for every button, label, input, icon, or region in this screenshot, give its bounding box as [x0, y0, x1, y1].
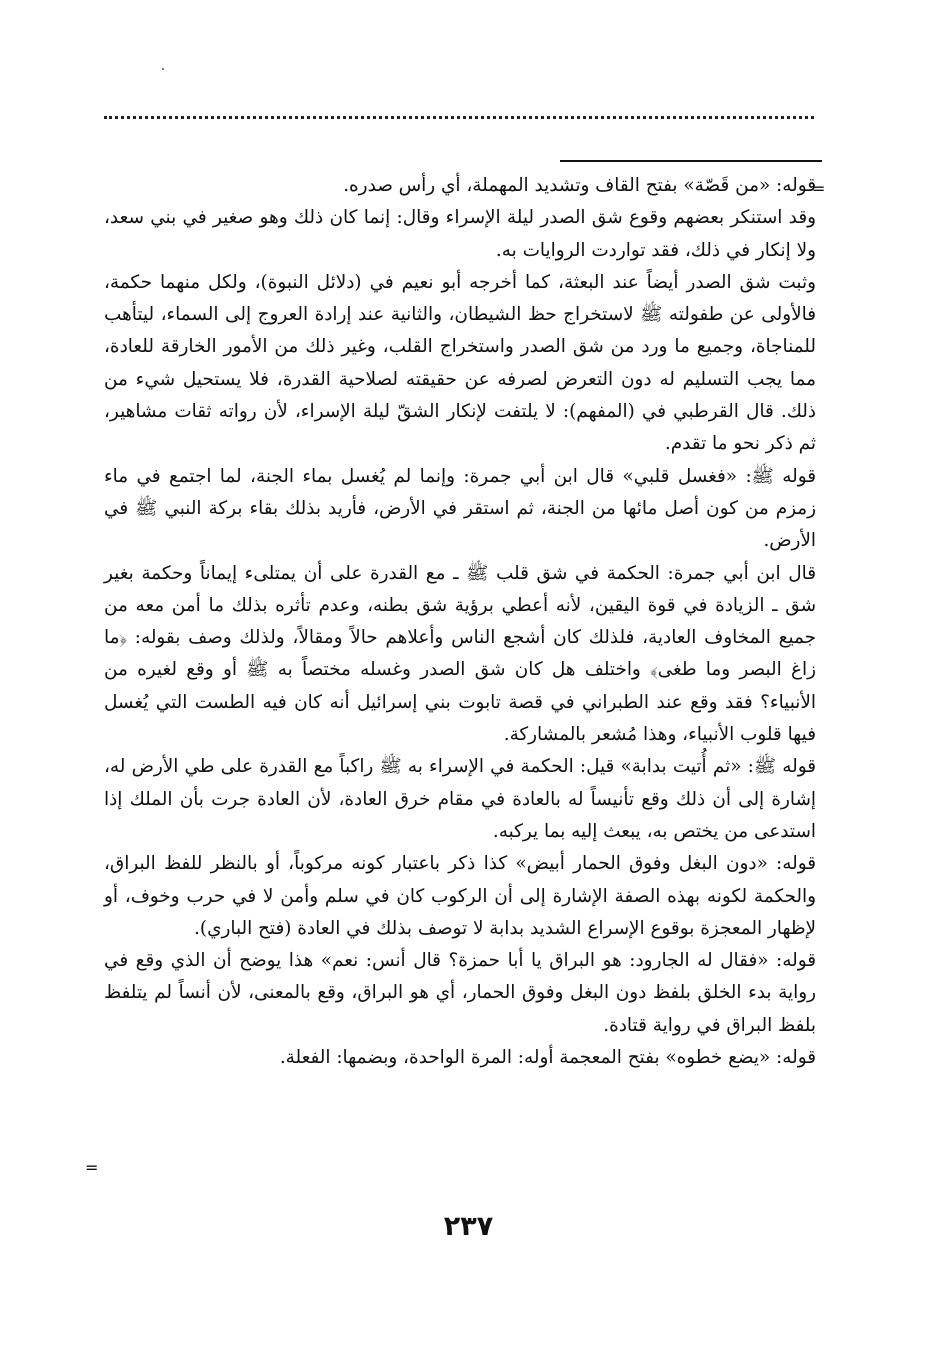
footnote-rule	[560, 160, 822, 162]
scan-speck	[162, 68, 164, 70]
paragraph: قال ابن أبي جمرة: الحكمة في شق قلب ﷺ ـ مع القدرة على أن يمتلىء إيماناً وحكمة بغير شق ـ الزيادة في قوة اليقين، لأنه أعطي برؤية شق بطنه، وعدم تأثره بذلك ما أمن معه من جميع المخاوف العادية، فلذلك كان أشجع الناس وأعلاهم حالاً ومقالاً، ولذلك وصف بقوله: ﴿ما زاغ البصر وما طغى﴾ واختلف هل كان شق الصدر وغسله مختصاً به ﷺ أو وقع لغيره من الأنبياء؟ فقد وقع عند الطبراني في قصة تابوت بني إسرائيل أنه كان فيه الطست التي يُغسل فيها قلوب الأنبياء، وهذا مُشعر بالمشاركة.	[104, 562, 816, 746]
paragraph: قوله ﷺ: «فغسل قلبي» قال ابن أبي جمرة: وإنما لم يُغسل بماء الجنة، لما اجتمع في ماء زمزم من كون أصل مائها من الجنة، ثم استقر في الأرض، فأريد بذلك بقاء بركة النبي ﷺ في الأرض.	[104, 465, 816, 552]
paragraph: قوله: «يضع خطوه» بفتح المعجمة أوله: المرة الواحدة، وبضمها: الفعلة.	[279, 1047, 816, 1069]
footnote-text	[104, 170, 816, 1074]
page-number: ٢٣٧	[443, 1211, 494, 1242]
footnote-continuation-mark-top: =	[812, 179, 826, 198]
paragraph: وثبت شق الصدر أيضاً عند البعثة، كما أخرجه أبو نعيم في (دلائل النبوة)، ولكل منهما حكمة، فالأولى عن طفولته ﷺ لاستخراج حظ الشيطان، والثانية عند إرادة العروج إلى السماء، ليتأهب للمناجاة، وجميع ما ورد من شق الصدر واستخراج القلب، وغير ذلك من الأمور الخارقة للعادة، مما يجب التسليم له دون التعرض لصرفه عن حقيقته لصلاحية القدرة، فلا يستحيل شيء من ذلك. قال القرطبي في (المفهم): لا يلتفت لإنكار الشقّ ليلة الإسراء، لأن رواته ثقات مشاهير، ثم ذكر نحو ما تقدم.	[104, 271, 816, 455]
paragraph: قوله: «فقال له الجارود: هو البراق يا أبا حمزة؟ قال أنس: نعم» هذا يوضح أن الذي وقع في رواية بدء الخلق بلفظ دون البغل وفوق الحمار، أي هو البراق، وقع بالمعنى، لأن أنساً لم يتلفظ بلفظ البراق في رواية قتادة.	[104, 950, 816, 1036]
dotted-separator	[104, 116, 814, 119]
paragraph: وقد استنكر بعضهم وقوع شق الصدر ليلة الإسراء وقال: إنما كان ذلك وهو صغير في بني سعد، ولا إنكار في ذلك، فقد تواردت الروايات به.	[104, 207, 816, 261]
paragraph: قوله: «دون البغل وفوق الحمار أبيض» كذا ذكر باعتبار كونه مركوباً، أو بالنظر للفظ البراق، والحكمة لكونه بهذه الصفة الإشارة إلى أن الركوب كان في سلم وأمن لا في حرب وخوف، أو لإظهار المعجزة بوقوع الإسراع الشديد بدابة لا توصف بذلك في العادة (فتح الباري).	[104, 853, 816, 939]
paragraph: قوله ﷺ: «ثم أُتيت بدابة» قيل: الحكمة في الإسراء به ﷺ راكباً مع القدرة على طي الأرض له، إشارة إلى أن ذلك وقع تأنيساً له بالعادة في مقام خرق العادة، لأن العادة جرت بأن الملك إذا استدعى من يختص به، يبعث إليه بما يركبه.	[104, 756, 816, 842]
paragraph: قوله: «من قَصّة» بفتح القاف وتشديد المهملة، أي رأس صدره.	[343, 175, 816, 196]
footnote-continuation-mark-bottom: =	[85, 1158, 99, 1177]
